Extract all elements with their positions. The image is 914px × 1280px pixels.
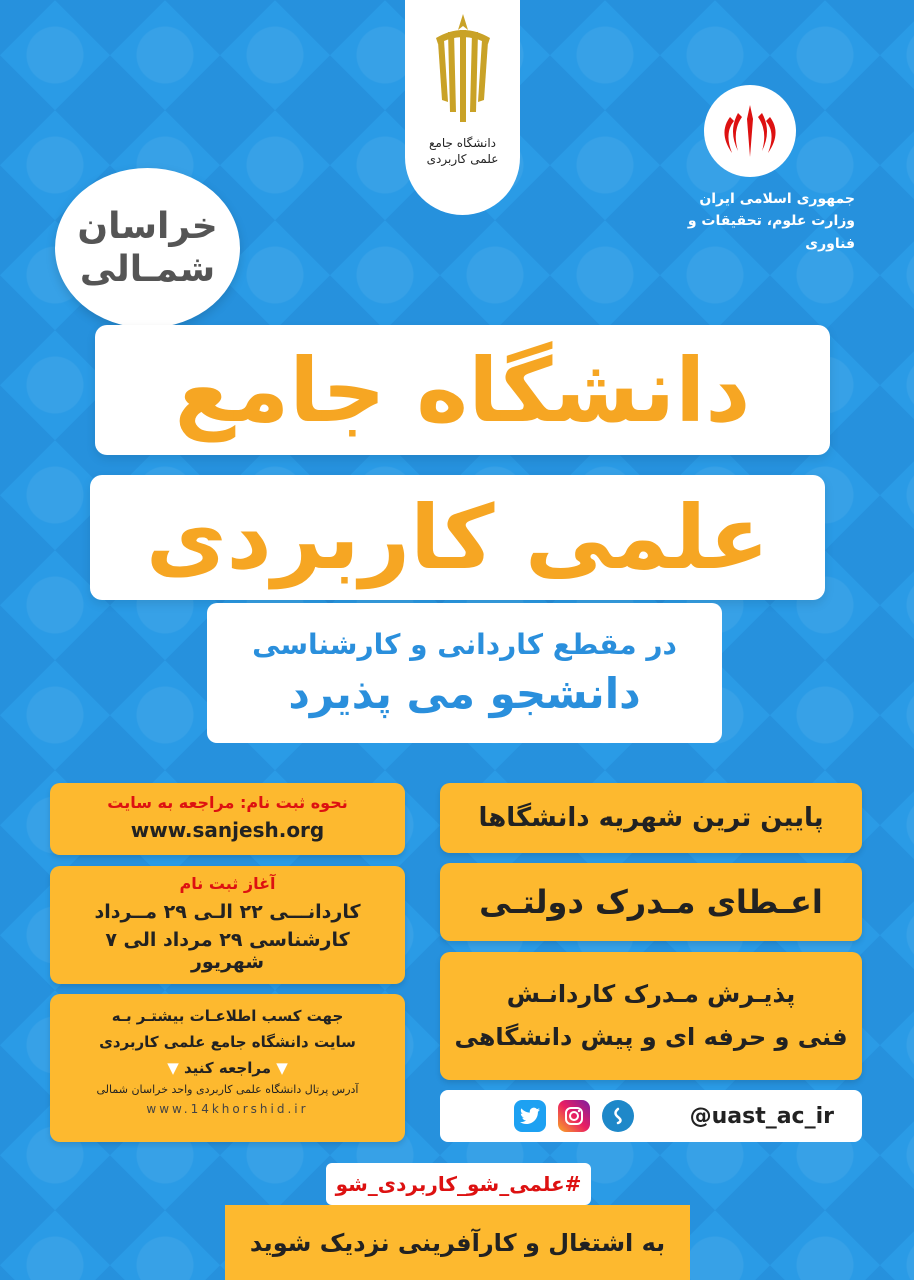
ministry-line1: جمهوری اسلامی ایران (699, 191, 855, 207)
twitter-icon[interactable] (514, 1100, 546, 1132)
subtitle-line2: دانشجو می پذیرد (288, 669, 641, 718)
social-handle[interactable]: @uast_ac_ir (689, 1103, 834, 1129)
university-logo-icon (428, 12, 498, 132)
feature-lowest-tuition: پایین ترین شهریه دانشگاها (440, 783, 862, 853)
logo-text-line2: علمی کاربردی (426, 151, 499, 166)
registration-method-box (50, 783, 405, 855)
hashtag: #علمی_شو_کاربردی_شو (326, 1163, 591, 1205)
more-info-line2: سایت دانشگاه جامع علمی کاربردی (99, 1032, 356, 1051)
province-line2: شمـالی (79, 249, 216, 290)
logo-text (427, 136, 499, 167)
subtitle-box (207, 603, 722, 743)
instagram-icon[interactable] (558, 1100, 590, 1132)
title-line2: علمی کاربردی (90, 475, 825, 600)
ministry-line2: وزارت علوم، تحقیقات و فناوری (687, 213, 855, 252)
province-line1: خراسان (77, 205, 218, 247)
address-url[interactable]: www.14khorshid.ir (146, 1102, 309, 1116)
title-line1: دانشگاه جامع (95, 325, 830, 455)
social-icons (514, 1100, 634, 1132)
address-label: آدرس پرتال دانشگاه علمی کاربردی واحد خراسان شمالی (96, 1083, 359, 1096)
iran-emblem-icon (718, 99, 782, 163)
eitaa-icon[interactable] (602, 1100, 634, 1132)
province-badge (55, 168, 240, 328)
logo-text-line1: دانشگاه جامع (429, 136, 496, 150)
arrow-down-icon: ▼ (276, 1059, 288, 1077)
more-info-line3 (68, 1059, 387, 1077)
more-info-line3-text: مراجعه کنید (184, 1059, 271, 1077)
feature-admission (440, 952, 862, 1080)
subtitle-line1: در مقطع کاردانی و کارشناسی (252, 628, 677, 661)
university-logo (405, 0, 520, 215)
arrow-down-icon: ▼ (167, 1059, 179, 1077)
feature-admission-line1: پذیـرش مـدرک کاردانـش (506, 979, 796, 1008)
registration-dates-box (50, 866, 405, 984)
registration-method-label: نحوه ثبت نام: مراجعه به سایت (107, 793, 348, 812)
more-info-line1: جهت کسب اطلاعـات بیشتـر بـه (111, 1007, 344, 1025)
feature-admission-line2: فنی و حرفه ای و پیش دانشگاهی (454, 1023, 848, 1051)
registration-site-link[interactable]: www.sanjesh.org (130, 818, 325, 842)
ministry-text (640, 188, 855, 255)
more-info-box (50, 994, 405, 1142)
registration-associate-dates: کاردانـــی ۲۲ الـی ۲۹ مــرداد (94, 901, 361, 923)
slogan: به اشتغال و کارآفرینی نزدیک شوید (225, 1205, 690, 1280)
iran-emblem (704, 85, 796, 177)
feature-government-degree: اعـطای مـدرک دولتـی (440, 863, 862, 941)
registration-bachelor-dates: کارشناسی ۲۹ مرداد الی ۷ شهریور (105, 929, 350, 973)
registration-start-label: آغاز ثبت نام (179, 874, 276, 893)
social-bar (440, 1090, 862, 1142)
